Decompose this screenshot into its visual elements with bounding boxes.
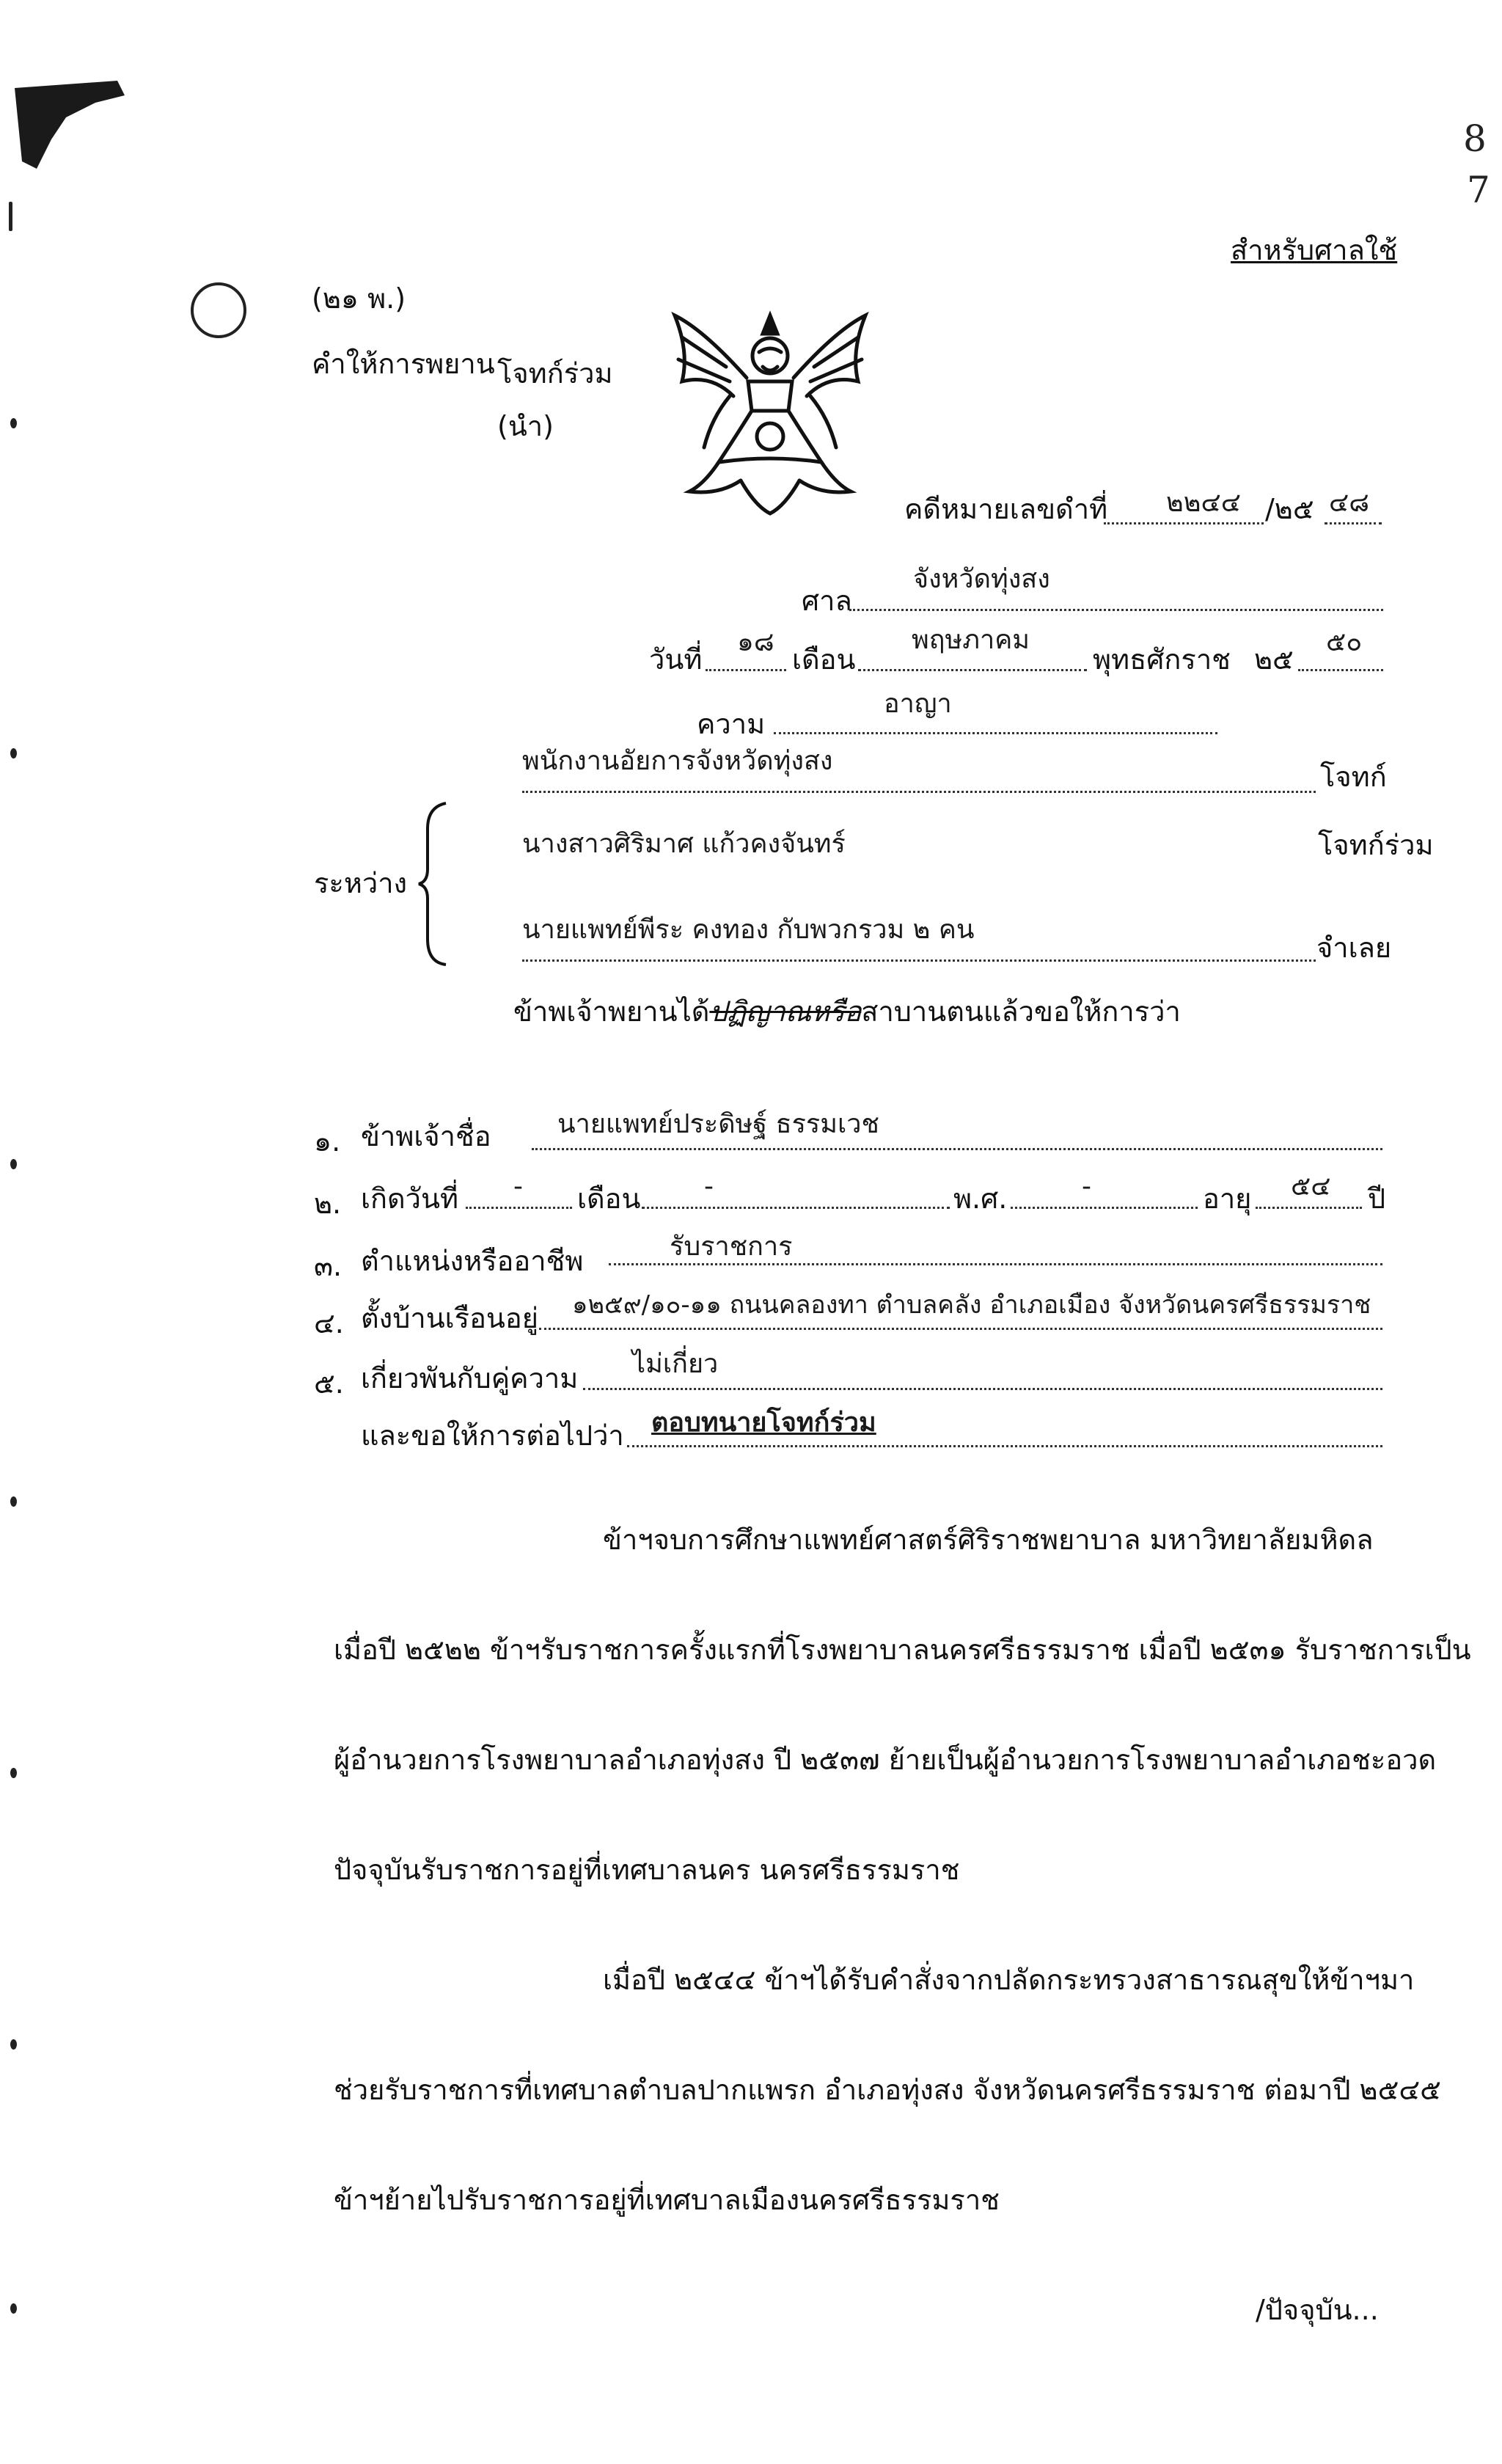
- item3-value: รับราชการ: [670, 1232, 793, 1262]
- body-p1-line1: ข้าฯจบการศึกษาแพทย์ศาสตร์ศิริราชพยาบาล มหาวิทยาลัยมหิดล: [603, 1524, 1374, 1556]
- court-value: จังหวัดทุ่งสง: [913, 564, 1050, 594]
- coplaintiff-name: นางสาวศิริมาศ แก้วคงจันทร์: [522, 829, 846, 859]
- date-day-label: วันที่: [649, 643, 703, 676]
- body-p2-line2: ช่วยรับราชการที่เทศบาลตำบลปากแพรก อำเภอทุ่งสง จังหวัดนครศรีธรรมราช ต่อมาปี ๒๕๔๕: [334, 2074, 1441, 2106]
- body-p1-line4: ปัจจุบันรับราชการอยู่ที่เทศบาลนคร นครศรีธรรมราช: [334, 1854, 960, 1886]
- hole-punch-circle: [191, 282, 246, 338]
- item5-label: เกี่ยวพันกับคู่ความ: [361, 1362, 579, 1394]
- witness-side: โจทก์ร่วม: [497, 357, 613, 390]
- continue-dots: [627, 1445, 1382, 1447]
- case-number-dots: [1104, 522, 1264, 524]
- continue-label: และขอให้การต่อไปว่า: [361, 1419, 624, 1452]
- date-era-label: พุทธศักราช: [1093, 643, 1231, 676]
- between-brace: [417, 800, 453, 968]
- item2-age-unit: ปี: [1368, 1182, 1386, 1215]
- item4-label: ตั้งบ้านเรือนอยู่: [361, 1302, 538, 1334]
- item2-year-dots: [1011, 1207, 1198, 1209]
- court-dots: [849, 609, 1383, 611]
- case-year-value: ๔๘: [1329, 488, 1370, 518]
- case-number-value: ๒๒๔๔: [1166, 488, 1241, 518]
- item2-number: ๒.: [314, 1188, 342, 1220]
- defendant-role: จำเลย: [1316, 932, 1392, 964]
- body-p1-line3: ผู้อำนวยการโรงพยาบาลอำเภอทุ่งสง ปี ๒๕๓๗ ย้ายเป็นผู้อำนวยการโรงพยาบาลอำเภอชะอวด: [334, 1744, 1437, 1776]
- coplaintiff-role: โจทก์ร่วม: [1318, 829, 1434, 861]
- binding-hole-mark: [10, 418, 17, 428]
- item1-number: ๑.: [314, 1125, 341, 1158]
- continue-value: ตอบทนายโจทก์ร่วม: [651, 1408, 876, 1438]
- item1-dots: [532, 1148, 1382, 1150]
- item2-age-label: อายุ: [1203, 1182, 1252, 1215]
- item2-age-value: ๕๔: [1291, 1171, 1331, 1202]
- body-p1-line2: เมื่อปี ๒๕๒๒ ข้าฯรับราชการครั้งแรกที่โรงพยาบาลนครศรีธรรมราช เมื่อปี ๒๕๓๑ รับราชการเป็น: [334, 1634, 1471, 1666]
- item1-value: นายแพทย์ประดิษฐ์ ธรรมเวช: [557, 1109, 879, 1139]
- item4-value: ๑๒๕๙/๑๐-๑๑ ถนนคลองทา ตำบลคลัง อำเภอเมือง จังหวัดนครศรีธรรมราช: [572, 1290, 1371, 1320]
- defendant-dots: [522, 959, 1316, 962]
- item5-number: ๕.: [314, 1367, 344, 1400]
- date-year-value: ๕๐: [1326, 627, 1363, 657]
- date-month-label: เดือน: [792, 643, 856, 676]
- case-number-label: คดีหมายเลขดำที่: [904, 493, 1108, 525]
- date-month-value: พฤษภาคม: [912, 625, 1030, 655]
- item3-dots: [609, 1263, 1382, 1265]
- item5-value: ไม่เกี่ยว: [632, 1349, 719, 1379]
- case-year-sep: /๒๕: [1265, 493, 1314, 525]
- item2-day-label: เกิดวันที่: [361, 1182, 459, 1215]
- case-year-dots: [1325, 522, 1382, 524]
- plaintiff-dots: [522, 791, 1316, 793]
- matter-dots: [774, 732, 1217, 734]
- binding-hole-mark: [10, 1159, 17, 1169]
- plaintiff-role: โจทก์: [1320, 761, 1387, 793]
- binding-hole-mark: [10, 748, 17, 758]
- plaintiff-name: พนักงานอัยการจังหวัดทุ่งสง: [522, 746, 833, 776]
- item5-dots: [583, 1388, 1382, 1390]
- body-p2-line1: เมื่อปี ๒๕๔๔ ข้าฯได้รับคำสั่งจากปลัดกระทรวงสาธารณสุขให้ข้าฯมา: [603, 1964, 1415, 1996]
- item2-day-value: -: [513, 1171, 523, 1202]
- oath-line: ข้าพเจ้าพยานได้ปฏิญาณหรือสาบานตนแล้วขอให้การว่า: [513, 995, 1181, 1028]
- date-month-dots: [858, 669, 1087, 671]
- item2-month-value: -: [704, 1171, 714, 1202]
- item3-number: ๓.: [314, 1250, 342, 1282]
- item4-number: ๔.: [314, 1307, 344, 1339]
- doc-title: คำให้การพยาน: [312, 348, 495, 380]
- item3-label: ตำแหน่งหรืออาชีพ: [361, 1245, 584, 1277]
- binding-hole-mark: [10, 2303, 17, 2314]
- date-year-dots: [1298, 669, 1383, 671]
- item2-day-dots: [466, 1207, 572, 1209]
- item2-age-dots: [1256, 1207, 1362, 1209]
- scan-smudge: [7, 73, 147, 176]
- binding-hole-mark: [10, 1768, 17, 1778]
- item2-month-label: เดือน: [577, 1182, 641, 1215]
- page-corner-line2: 7: [1467, 169, 1490, 211]
- court-use-note: สำหรับศาลใช้: [1231, 234, 1398, 266]
- date-day-dots: [706, 669, 786, 671]
- item2-year-label: พ.ศ.: [953, 1182, 1008, 1215]
- matter-value: อาญา: [884, 689, 952, 719]
- binding-hole-mark: [10, 2039, 17, 2050]
- form-code: (๒๑ พ.): [312, 282, 406, 315]
- witness-note: (นำ): [497, 410, 554, 442]
- date-day-value: ๑๘: [737, 627, 774, 657]
- page-corner-line1: 8: [1463, 117, 1487, 160]
- body-p2-line3: ข้าฯย้ายไปรับราชการอยู่ที่เทศบาลเมืองนครศรีธรรมราช: [334, 2184, 1000, 2216]
- scan-mark: [9, 202, 12, 231]
- matter-label: ความ: [697, 708, 766, 740]
- between-label: ระหว่าง: [314, 867, 408, 899]
- item2-month-dots: [642, 1207, 950, 1209]
- garuda-emblem-icon: [660, 301, 880, 524]
- court-label: ศาล: [802, 585, 852, 617]
- item4-dots: [539, 1328, 1382, 1330]
- item1-label: ข้าพเจ้าชื่อ: [361, 1120, 491, 1152]
- binding-hole-mark: [10, 1496, 17, 1507]
- item2-year-value: -: [1082, 1171, 1091, 1202]
- defendant-name: นายแพทย์พีระ คงทอง กับพวกรวม ๒ คน: [522, 915, 975, 945]
- continuation-note: /ปัจจุบัน...: [1256, 2294, 1379, 2326]
- date-era-prefix: ๒๕: [1254, 643, 1294, 676]
